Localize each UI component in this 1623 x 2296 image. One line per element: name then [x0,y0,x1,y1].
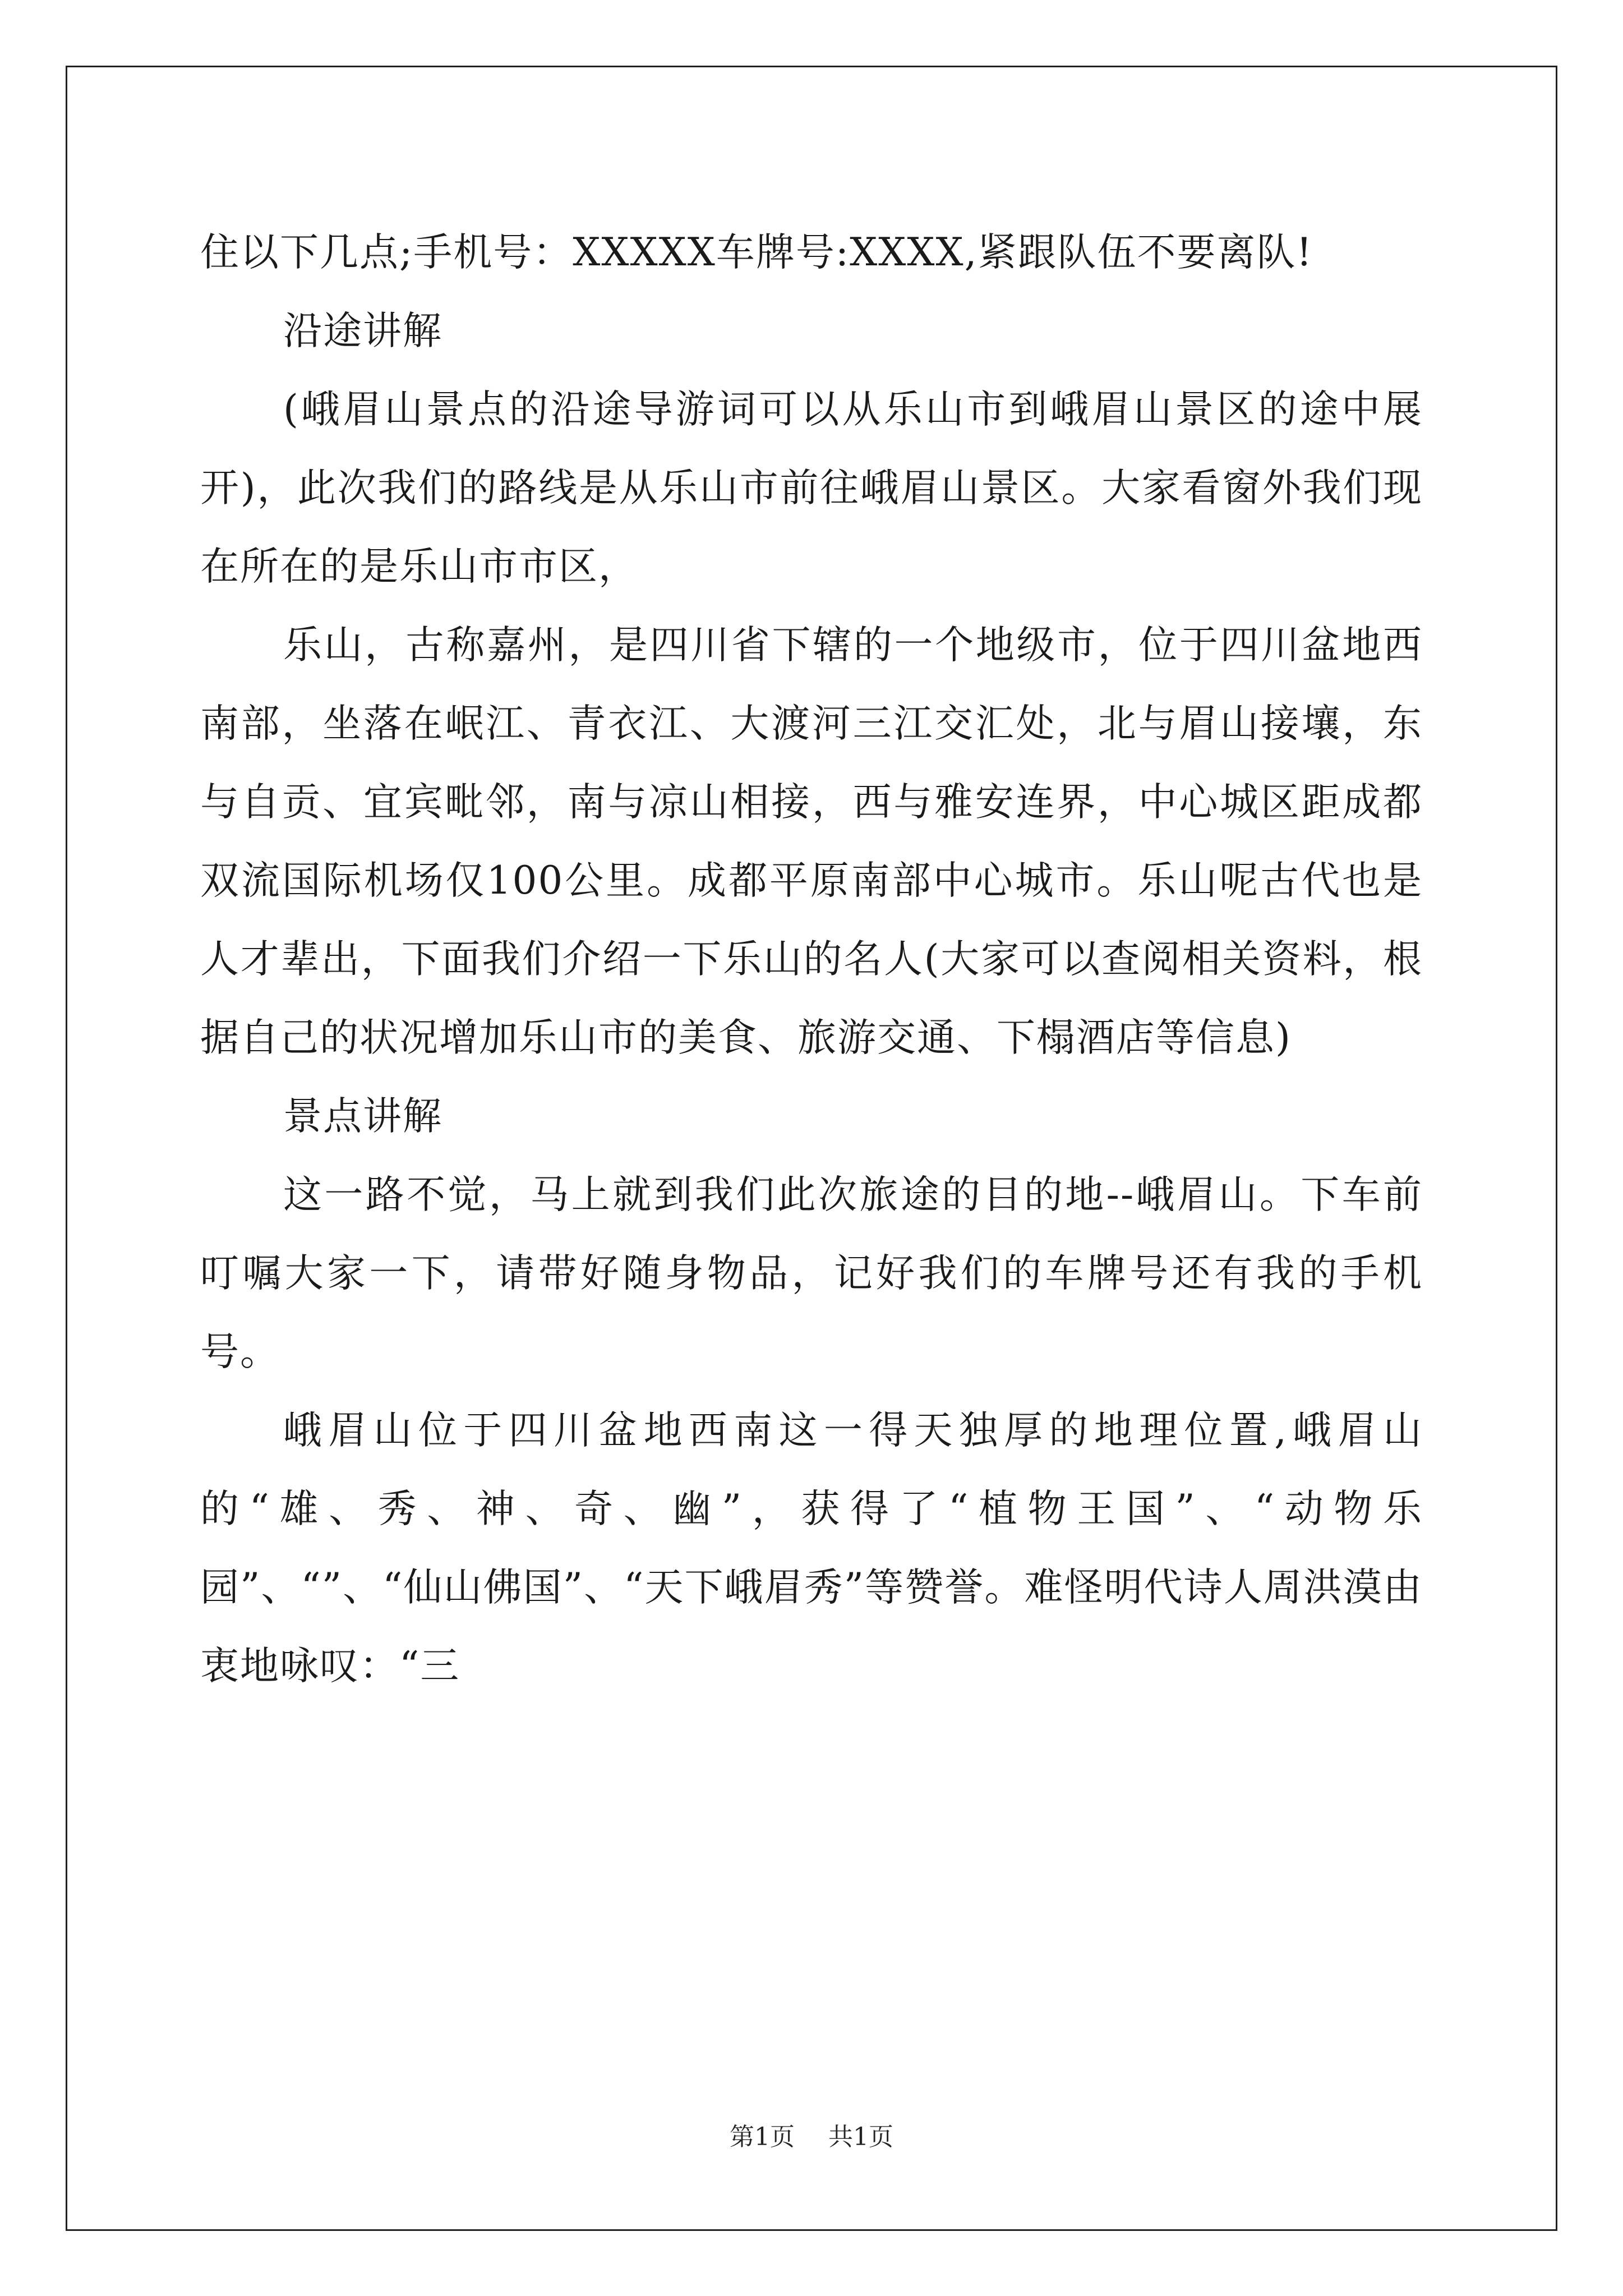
document-body [200,213,1423,1705]
page-footer [0,2120,1623,2154]
paragraph-emeishan-intro: 峨眉山位于四川盆地西南这一得天独厚的地理位置,峨眉山的“雄、秀、神、奇、幽”，获得了“植物王国”、“动物乐园”、“”、“仙山佛国”、“天下峨眉秀”等赞誉。难怪明代诗人周洪漠由衷地咏叹：“三 [200,1408,1423,1688]
paragraph-leshan-intro: 乐山，古称嘉州，是四川省下辖的一个地级市，位于四川盆地西南部，坐落在岷江、青衣江、大渡河三江交汇处，北与眉山接壤，东与自贡、宜宾毗邻，南与凉山相接，西与雅安连界，中心城区距成都双流国际机场仅100公里。成都平原南部中心城市。乐山呢古代也是人才辈出，下面我们介绍一下乐山的名人(大家可以查阅相关资料，根据自己的状况增加乐山市的美食、旅游交通、下榻酒店等信息) [200,623,1423,1060]
section-heading-scenic-spots: 景点讲解 [283,1094,442,1139]
paragraph-arrival: 这一路不觉，马上就到我们此次旅途的目的地--峨眉山。下车前叮嘱大家一下，请带好随身物品，记好我们的车牌号还有我的手机号。 [200,1172,1423,1374]
paragraph-route-intro: (峨眉山景点的沿途导游词可以从乐山市到峨眉山景区的途中展开)，此次我们的路线是从乐山市前往峨眉山景区。大家看窗外我们现在所在的是乐山市市区， [200,387,1423,589]
page-number-total: 共1页 [828,2123,893,2151]
page-number-current: 第1页 [730,2123,795,2151]
paragraph-continuation: 住以下几点;手机号：XXXXX车牌号:XXXX,紧跟队伍不要离队! [200,230,1313,275]
section-heading-along-route: 沿途讲解 [283,309,442,353]
